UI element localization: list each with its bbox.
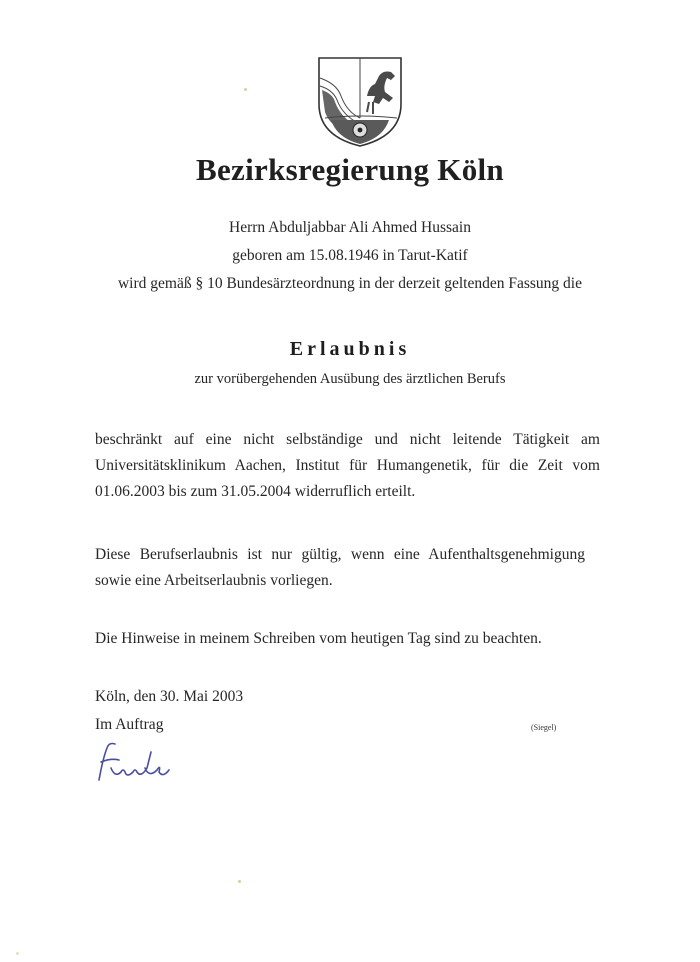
conditions-paragraph — [95, 427, 600, 505]
validity-line: Diese Berufserlaubnis ist nur gültig, wenn eine Aufenthaltsgenehmigung — [95, 546, 585, 563]
coat-of-arms-nrw-icon — [317, 56, 403, 148]
handwritten-signature-icon — [93, 738, 183, 784]
scan-speck — [238, 880, 241, 883]
validity-paragraph — [95, 542, 585, 594]
validity-line: sowie eine Arbeitserlaubnis vorliegen. — [95, 572, 333, 589]
place-date: Köln, den 30. Mai 2003 — [95, 688, 244, 705]
authority-title: Bezirksregierung Köln — [196, 152, 504, 187]
seal-label: (Siegel) — [531, 723, 557, 732]
recipient-name: Herrn Abduljabbar Ali Ahmed Hussain — [229, 219, 471, 236]
legal-basis: wird gemäß § 10 Bundesärzteordnung in der derzeit geltenden Fassung die — [117, 275, 582, 292]
scan-speck — [16, 952, 19, 955]
birth-info: geboren am 15.08.1946 in Tarut-Katif — [232, 247, 468, 264]
permit-heading: Erlaubnis — [289, 338, 411, 360]
conditions-line: Universitätsklinikum Aachen, Institut für Humangenetik, für die Zeit vom — [95, 457, 600, 474]
notice-text: Die Hinweise in meinem Schreiben vom heutigen Tag sind zu beachten. — [95, 630, 542, 647]
conditions-line: beschränkt auf eine nicht selbständige und nicht leitende Tätigkeit am — [95, 431, 600, 448]
permit-subtitle: zur vorübergehenden Ausübung des ärztlichen Berufs — [194, 371, 506, 387]
scan-speck — [244, 88, 247, 91]
on-behalf-label: Im Auftrag — [95, 716, 164, 733]
conditions-line: 01.06.2003 bis zum 31.05.2004 widerruflich erteilt. — [95, 483, 416, 500]
